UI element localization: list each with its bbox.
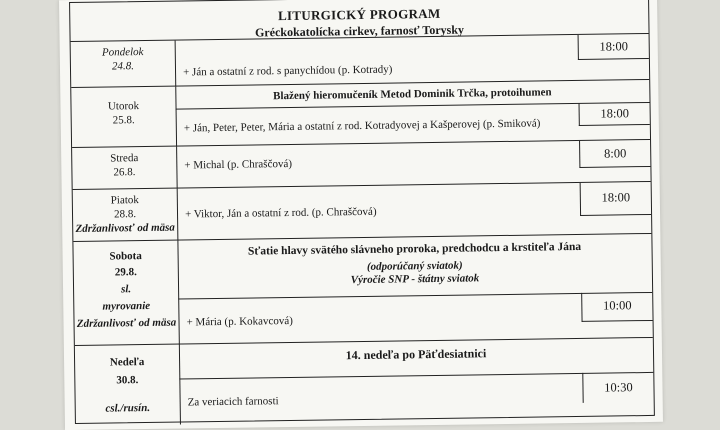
intention-text: + Viktor, Ján a ostatní z rod. (p. Chraščová): [184, 205, 377, 221]
feast-title: 14. nedeľa po Päťdesiatnici: [345, 346, 487, 363]
day-row-nedela: [75, 337, 654, 426]
time-box: 8:00: [579, 140, 650, 168]
feast-subtitle: (odporúčaný sviatok): [366, 259, 463, 273]
feast-title: Sťatie hlavy svätého slávneho proroka, predchodcu a krstiteľa Jána: [247, 240, 582, 258]
time-box: 18:00: [578, 34, 649, 60]
day-date: 24.8.: [111, 60, 135, 73]
day-cell: [71, 87, 177, 148]
time-box: 18:00: [579, 102, 650, 126]
program-title: LITURGICKÝ PROGRAM: [277, 5, 441, 24]
fasting-note: Zdržanlivosť od mäsa: [76, 316, 177, 330]
day-date: 26.8.: [113, 166, 136, 179]
day-name: Utorok: [107, 100, 140, 113]
intention-text: Za veriacich farnosti: [187, 395, 279, 409]
day-name: Pondelok: [101, 46, 144, 59]
day-cell: [73, 241, 179, 346]
day-cell: [72, 147, 178, 190]
intention-line: [175, 60, 649, 79]
feast-title: Blažený hieromučeník Metod Dominik Trčka, protoihumen: [273, 86, 552, 103]
day-cell: [73, 189, 179, 242]
fasting-note: Zdržanlivosť od mäsa: [75, 221, 175, 235]
chrismation-note: myrovanie: [102, 299, 151, 313]
day-name: Nedeľa: [109, 356, 145, 369]
time-box: 10:00: [581, 292, 652, 322]
day-row-sobota: [73, 233, 652, 346]
day-date: 28.8.: [113, 208, 137, 221]
day-date: 29.8.: [114, 266, 137, 279]
day-date: 30.8.: [116, 374, 139, 387]
day-row-utorok: [71, 79, 650, 148]
program-table: [69, 0, 655, 424]
intention-text: + Ján, Peter, Peter, Mária a ostatní z rod. Kotradyovej a Kašperovej (p. Smiková): [183, 117, 541, 135]
intention-text: + Ján a ostatní z rod. s panychídou (p. Kotrady): [182, 63, 393, 79]
program-sheet: [59, 0, 663, 430]
time-box: 18:00: [580, 182, 651, 216]
intention-text: + Mária (p. Kokavcová): [186, 314, 294, 329]
day-row-piatok: [73, 181, 652, 242]
intention-text: + Michal (p. Chraščová): [184, 157, 293, 172]
day-date: 25.8.: [112, 114, 135, 127]
feast-rank: sl.: [120, 283, 132, 296]
time-box: 10:30: [582, 372, 653, 403]
liturgy-language: csl./rusín.: [105, 401, 151, 415]
parish-subtitle: Gréckokatolícka cirkev, farnosť Torysky: [254, 22, 465, 40]
holiday-note: Výročie SNP - štátny sviatok: [350, 272, 480, 287]
day-name: Sobota: [109, 250, 142, 263]
day-cell: [71, 41, 177, 88]
day-name: Streda: [110, 152, 139, 165]
day-cell: [75, 345, 181, 426]
day-name: Piatok: [110, 194, 139, 207]
